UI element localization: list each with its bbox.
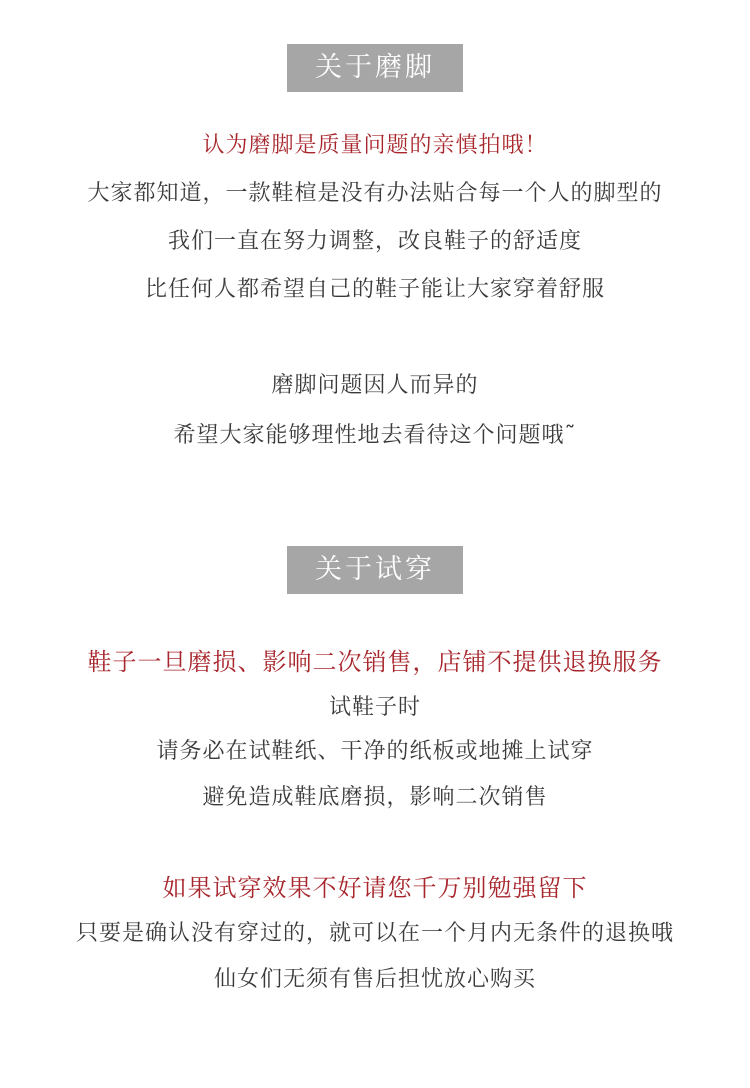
foot-text-line: 比任何人都希望自己的鞋子能让大家穿着舒服 xyxy=(144,277,605,302)
try-text-line: 请务必在试鞋纸、干净的纸板或地摊上试穿 xyxy=(156,739,594,764)
foot-highlight-line: 认为磨脚是质量问题的亲慎拍哦！ xyxy=(202,133,548,158)
try-text-line: 只要是确认没有穿过的，就可以在一个月内无条件的退换哦 xyxy=(75,921,674,946)
foot-text-line: 我们一直在努力调整，改良鞋子的舒适度 xyxy=(167,229,582,254)
foot-text-line: 大家都知道，一款鞋楦是没有办法贴合每一个人的脚型的 xyxy=(87,181,663,206)
try-highlight-line: 如果试穿效果不好请您千万别勉强留下 xyxy=(162,874,588,902)
section-title-try-on: 关于试穿 xyxy=(287,546,463,594)
try-text-line: 试鞋子时 xyxy=(328,695,421,720)
try-text-line: 避免造成鞋底磨损，影响二次销售 xyxy=(202,785,548,810)
section-title-foot-rubbing: 关于磨脚 xyxy=(287,44,463,92)
foot-text-line: 希望大家能够理性地去看待这个问题哦˜ xyxy=(173,423,577,448)
try-text-line: 仙女们无须有售后担忧放心购买 xyxy=(213,967,536,992)
foot-text-line: 磨脚问题因人而异的 xyxy=(271,373,479,398)
try-highlight-line: 鞋子一旦磨损、影响二次销售，店铺不提供退换服务 xyxy=(87,648,663,676)
